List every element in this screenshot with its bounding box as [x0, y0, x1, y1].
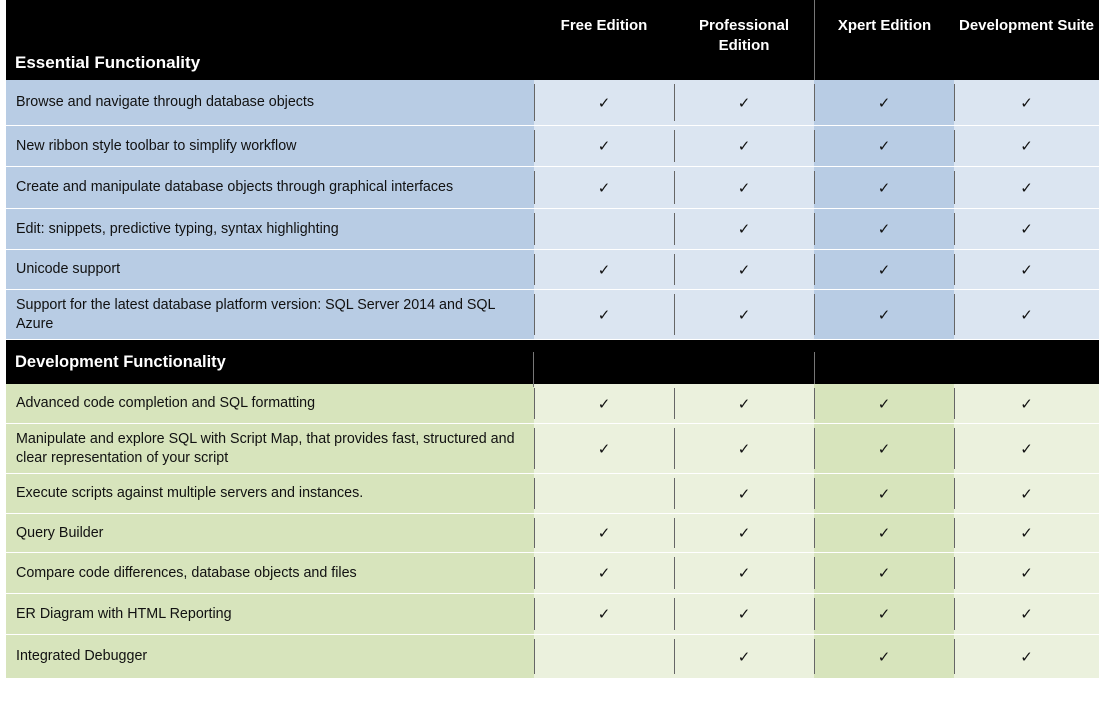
- check-cell: [814, 126, 954, 166]
- feature-label: ER Diagram with HTML Reporting: [6, 594, 534, 634]
- check-cell: [814, 80, 954, 125]
- table-row: [6, 594, 1099, 635]
- column-header-free: Free Edition: [560, 17, 648, 34]
- table-row: [6, 514, 1099, 553]
- check-cell: [674, 384, 814, 423]
- check-cell: [814, 250, 954, 289]
- check-cell: [674, 290, 814, 339]
- check-cell: [534, 514, 674, 552]
- check-icon: ✓: [597, 606, 611, 623]
- check-cell: [534, 553, 674, 593]
- check-cell: [814, 167, 954, 208]
- feature-label: Create and manipulate database objects through graphical interfaces: [6, 167, 534, 208]
- check-cell: [954, 290, 1099, 339]
- check-icon: ✓: [737, 306, 751, 324]
- section-spacer: [674, 340, 814, 384]
- check-cell: [674, 126, 814, 166]
- check-cell: [534, 384, 674, 423]
- table-row: [6, 209, 1099, 250]
- check-icon: ✓: [1020, 179, 1033, 197]
- check-icon: ✓: [737, 440, 751, 458]
- check-cell: [954, 635, 1099, 678]
- check-cell: [954, 474, 1099, 513]
- check-cell: [534, 635, 674, 678]
- feature-label: Query Builder: [6, 514, 534, 552]
- check-cell: [674, 514, 814, 552]
- check-icon: ✓: [737, 221, 751, 238]
- table-body: [6, 80, 1099, 679]
- table-header: [6, 0, 1099, 80]
- check-icon: ✓: [1020, 138, 1033, 155]
- table-row: [6, 424, 1099, 474]
- check-cell: [814, 424, 954, 473]
- check-cell: [814, 384, 954, 423]
- check-cell: [954, 514, 1099, 552]
- feature-label: Manipulate and explore SQL with Script Map, that provides fast, structured and clear representation of your script: [6, 424, 534, 473]
- check-icon: ✓: [737, 525, 751, 542]
- check-cell: [954, 250, 1099, 289]
- check-icon: ✓: [1020, 485, 1033, 503]
- check-icon: ✓: [597, 525, 611, 542]
- check-cell: [534, 594, 674, 634]
- check-icon: ✓: [1020, 94, 1033, 112]
- check-cell: [954, 553, 1099, 593]
- check-cell: [674, 209, 814, 249]
- check-cell: [534, 424, 674, 473]
- check-icon: ✓: [1020, 565, 1033, 582]
- check-icon: ✓: [597, 565, 611, 582]
- feature-label: Advanced code completion and SQL formatting: [6, 384, 534, 423]
- check-icon: ✓: [597, 395, 611, 413]
- feature-label: Unicode support: [6, 250, 534, 289]
- check-cell: [814, 553, 954, 593]
- feature-label: Edit: snippets, predictive typing, syntax highlighting: [6, 209, 534, 249]
- check-icon: ✓: [877, 306, 891, 324]
- check-icon: ✓: [597, 261, 611, 279]
- table-row: [6, 167, 1099, 209]
- check-icon: ✓: [597, 440, 611, 458]
- check-cell: [674, 553, 814, 593]
- table-row: [6, 80, 1099, 126]
- check-cell: [534, 80, 674, 125]
- check-icon: ✓: [597, 179, 611, 197]
- check-cell: [814, 290, 954, 339]
- check-icon: ✓: [1020, 395, 1033, 413]
- check-icon: ✓: [737, 606, 751, 623]
- column-header-professional: Professional Edition: [698, 17, 790, 54]
- table-row: [6, 635, 1099, 679]
- check-icon: ✓: [737, 138, 751, 155]
- column-header-xpert: Xpert Edition: [814, 0, 954, 80]
- section-spacer: [814, 352, 954, 384]
- check-cell: [954, 167, 1099, 208]
- check-cell: [534, 209, 674, 249]
- feature-label: Integrated Debugger: [6, 635, 534, 678]
- feature-label: Support for the latest database platform version: SQL Server 2014 and SQL Azure: [6, 290, 534, 339]
- check-icon: ✓: [877, 440, 891, 458]
- check-cell: [674, 474, 814, 513]
- check-icon: ✓: [877, 565, 891, 582]
- section-spacer: [954, 340, 1099, 384]
- check-icon: ✓: [1020, 525, 1033, 542]
- feature-label: Browse and navigate through database objects: [6, 80, 534, 125]
- check-icon: ✓: [737, 648, 751, 666]
- check-icon: ✓: [877, 525, 891, 542]
- check-cell: [534, 167, 674, 208]
- check-icon: ✓: [737, 565, 751, 582]
- check-icon: ✓: [877, 485, 891, 503]
- check-icon: ✓: [877, 395, 891, 413]
- check-cell: [954, 424, 1099, 473]
- check-cell: [814, 514, 954, 552]
- check-cell: [674, 635, 814, 678]
- feature-label: New ribbon style toolbar to simplify workflow: [6, 126, 534, 166]
- check-icon: ✓: [737, 485, 751, 503]
- check-cell: [674, 80, 814, 125]
- table-row: [6, 384, 1099, 424]
- table-row: [6, 474, 1099, 514]
- check-icon: ✓: [737, 179, 751, 197]
- check-cell: [814, 635, 954, 678]
- check-cell: [534, 126, 674, 166]
- check-icon: ✓: [597, 138, 611, 155]
- check-icon: ✓: [597, 306, 611, 324]
- check-cell: [674, 424, 814, 473]
- check-cell: [954, 594, 1099, 634]
- check-icon: ✓: [1020, 440, 1033, 458]
- feature-label: Execute scripts against multiple servers and instances.: [6, 474, 534, 513]
- section-title-development: Development Functionality: [6, 340, 534, 384]
- feature-label: Compare code differences, database objects and files: [6, 553, 534, 593]
- check-icon: ✓: [1020, 261, 1033, 279]
- check-cell: [954, 126, 1099, 166]
- check-cell: [674, 594, 814, 634]
- check-icon: ✓: [737, 261, 751, 279]
- check-icon: ✓: [1020, 221, 1033, 238]
- table-row: [6, 126, 1099, 167]
- section-spacer: [534, 340, 674, 384]
- table-row: [6, 553, 1099, 594]
- table-row: [6, 250, 1099, 290]
- check-icon: ✓: [1020, 606, 1033, 623]
- check-icon: ✓: [737, 94, 751, 112]
- check-cell: [534, 250, 674, 289]
- check-cell: [814, 594, 954, 634]
- check-icon: ✓: [877, 648, 891, 666]
- check-cell: [534, 290, 674, 339]
- check-icon: ✓: [877, 94, 891, 112]
- check-icon: ✓: [737, 395, 751, 413]
- check-icon: ✓: [877, 138, 891, 155]
- check-icon: ✓: [877, 221, 891, 238]
- table-row: [6, 290, 1099, 340]
- check-cell: [954, 384, 1099, 423]
- check-icon: ✓: [1020, 306, 1033, 324]
- check-cell: [674, 250, 814, 289]
- check-icon: ✓: [1020, 648, 1033, 666]
- check-cell: [814, 474, 954, 513]
- check-cell: [534, 474, 674, 513]
- check-cell: [954, 80, 1099, 125]
- check-cell: [814, 209, 954, 249]
- comparison-table: [6, 0, 1099, 679]
- check-cell: [954, 209, 1099, 249]
- check-icon: ✓: [597, 94, 611, 112]
- section-title-essential: Essential Functionality: [15, 53, 201, 72]
- column-header-development-suite: Development Suite: [958, 17, 1095, 34]
- check-icon: ✓: [877, 179, 891, 197]
- section-header-development: [6, 340, 1099, 384]
- check-cell: [674, 167, 814, 208]
- check-icon: ✓: [877, 261, 891, 279]
- check-icon: ✓: [877, 606, 891, 623]
